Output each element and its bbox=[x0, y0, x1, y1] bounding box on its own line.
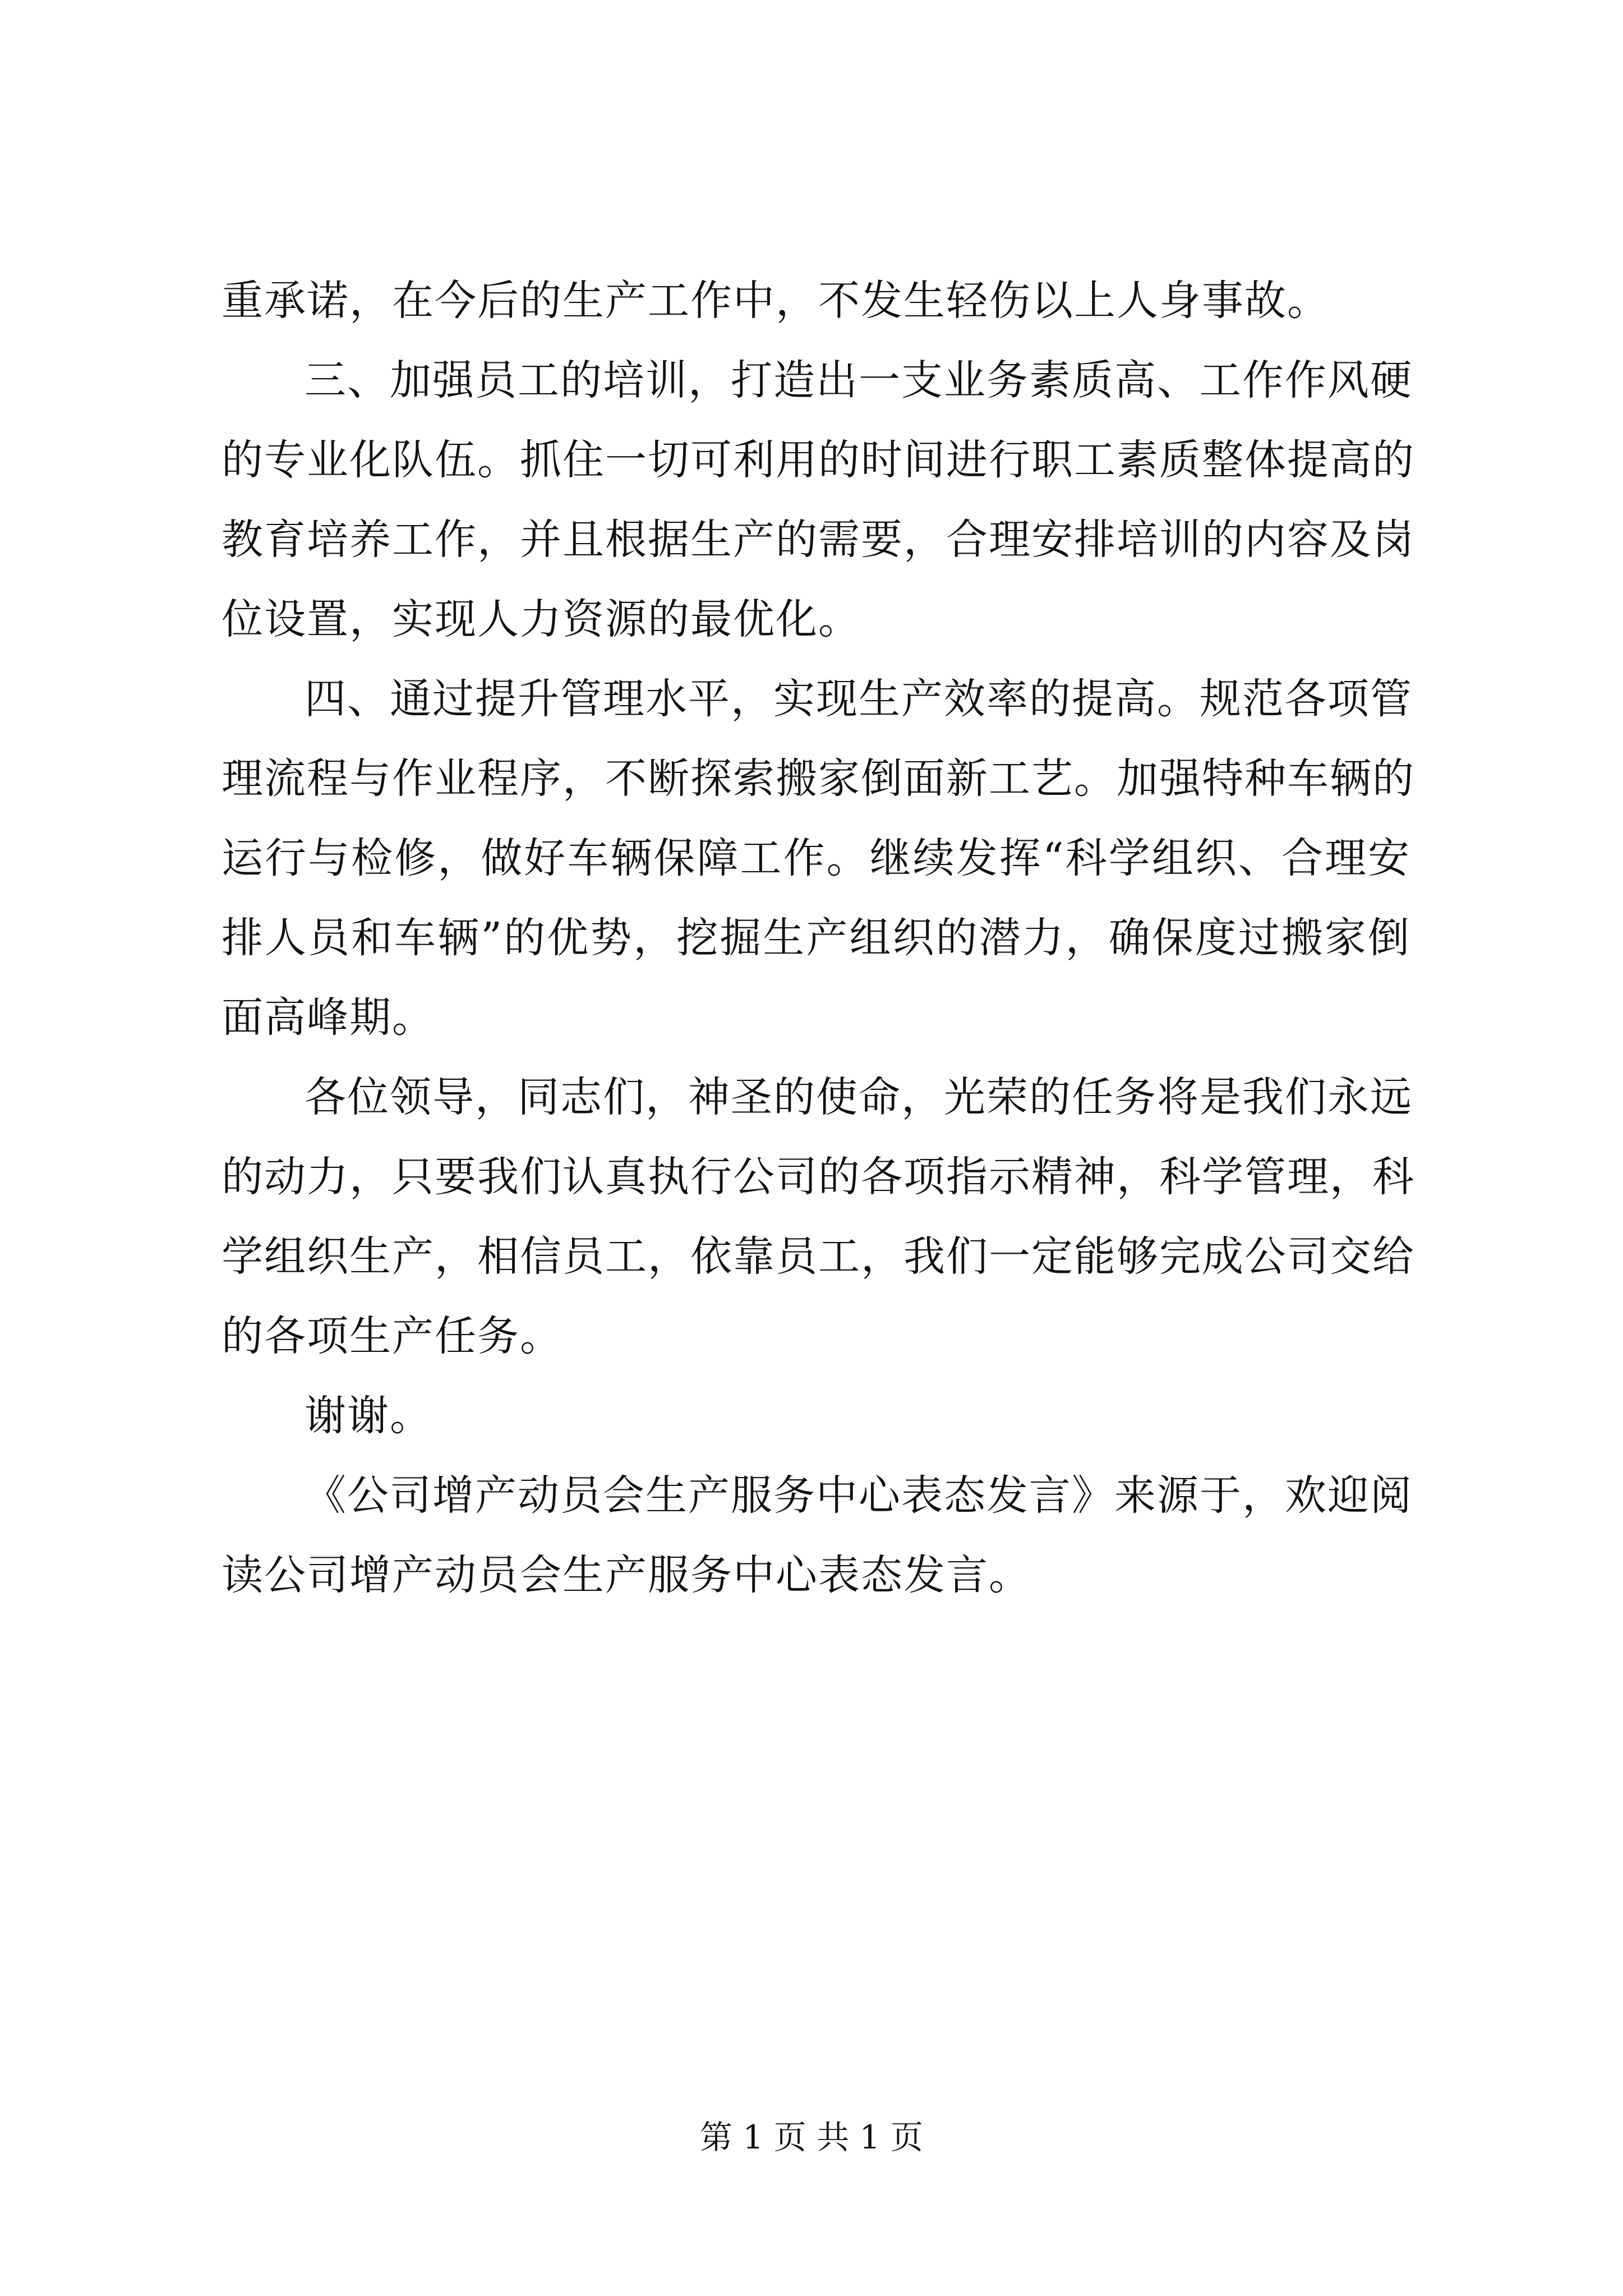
body-line-6: 四、通过提升管理水平，实现生产效率的提高。规范各项管 bbox=[305, 675, 1413, 723]
body-line-14: 的各项生产任务。 bbox=[222, 1312, 562, 1360]
body-line-16: 《公司增产动员会生产服务中心表态发言》来源于，欢迎阅 bbox=[305, 1471, 1413, 1520]
body-line-1: 重承诺，在今后的生产工作中，不发生轻伤以上人身事故。 bbox=[222, 277, 1330, 325]
body-line-4: 教育培养工作，并且根据生产的需要，合理安排培训的内容及岗 bbox=[222, 516, 1415, 564]
body-line-2: 三、加强员工的培训，打造出一支业务素质高、工作作风硬 bbox=[305, 356, 1413, 404]
body-line-7: 理流程与作业程序，不断探索搬家倒面新工艺。加强特种车辆的 bbox=[222, 754, 1415, 803]
body-line-13: 学组织生产，相信员工，依靠员工，我们一定能够完成公司交给 bbox=[222, 1232, 1415, 1281]
body-line-8: 运行与检修，做好车辆保障工作。继续发挥“科学组织、合理安 bbox=[222, 834, 1410, 882]
body-line-3: 的专业化队伍。抓住一切可利用的时间进行职工素质整体提高的 bbox=[222, 436, 1415, 484]
document-body bbox=[222, 261, 1415, 1615]
body-line-11: 各位领导，同志们，神圣的使命，光荣的任务将是我们永远 bbox=[305, 1073, 1413, 1121]
body-line-10: 面高峰期。 bbox=[222, 993, 435, 1042]
body-line-15: 谢谢。 bbox=[305, 1392, 432, 1440]
body-line-17: 读公司增产动员会生产服务中心表态发言。 bbox=[222, 1551, 1031, 1599]
body-line-9: 排人员和车辆”的优势，挖掘生产组织的潜力，确保度过搬家倒 bbox=[222, 914, 1410, 962]
body-line-5: 位设置，实现人力资源的最优化。 bbox=[222, 595, 861, 643]
body-line-12: 的动力，只要我们认真执行公司的各项指示精神，科学管理，科 bbox=[222, 1153, 1415, 1201]
page-number-footer: 第 1 页 共 1 页 bbox=[700, 2118, 923, 2156]
